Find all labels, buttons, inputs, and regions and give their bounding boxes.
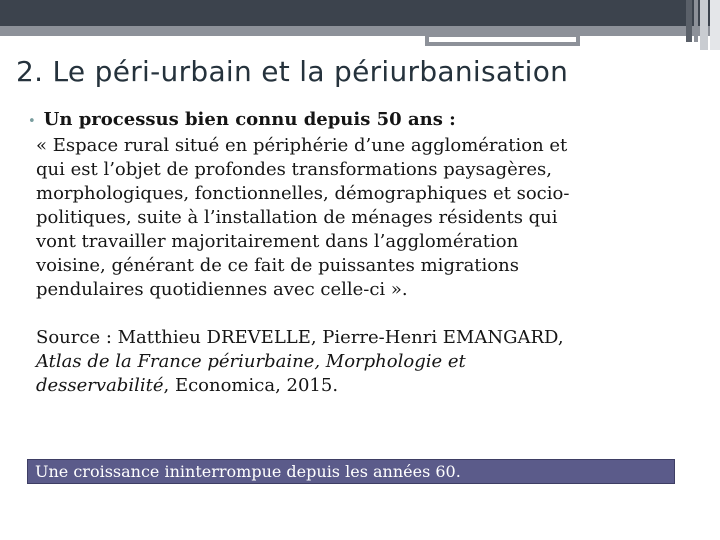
source-book-title: desservabilité — [36, 375, 164, 396]
caption-bar: Une croissance ininterrompue depuis les années 60. — [27, 459, 675, 484]
header-edge-stripe — [686, 0, 692, 42]
bullet-marker: • — [28, 114, 36, 129]
header-edge-stripe — [694, 0, 698, 42]
quote-line: pendulaires quotidiennes avec celle-ci ». — [36, 279, 408, 300]
slide-title: 2. Le péri-urbain et la périurbanisation — [16, 55, 569, 88]
quote-line: qui est l’objet de profondes transformations paysagères, — [36, 159, 553, 180]
bullet-heading: Un processus bien connu depuis 50 ans : — [43, 109, 456, 130]
header-tab-decoration — [425, 26, 580, 46]
header-band-dark — [0, 0, 720, 26]
header-edge-stripe — [710, 0, 720, 50]
source-authors: Source : Matthieu DREVELLE, Pierre-Henri EMANGARD, — [36, 327, 564, 348]
source-publisher: , Economica, 2015. — [163, 375, 339, 396]
slide-body — [28, 108, 676, 398]
quote-line: morphologiques, fonctionnelles, démographiques et socio- — [36, 183, 570, 204]
source-citation — [36, 326, 676, 398]
quote-line: politiques, suite à l’installation de ménages résidents qui — [36, 207, 558, 228]
quote-line: voisine, générant de ce fait de puissantes migrations — [36, 255, 519, 276]
source-book-title: Atlas de la France périurbaine, Morphologie et — [36, 351, 466, 372]
header-edge-stripe — [700, 0, 708, 50]
header-band-gray — [0, 26, 720, 36]
definition-quote — [36, 134, 676, 302]
quote-line: vont travailler majoritairement dans l’agglomération — [36, 231, 519, 252]
bullet-item — [28, 108, 676, 134]
quote-line: « Espace rural situé en périphérie d’une agglomération et — [36, 135, 568, 156]
